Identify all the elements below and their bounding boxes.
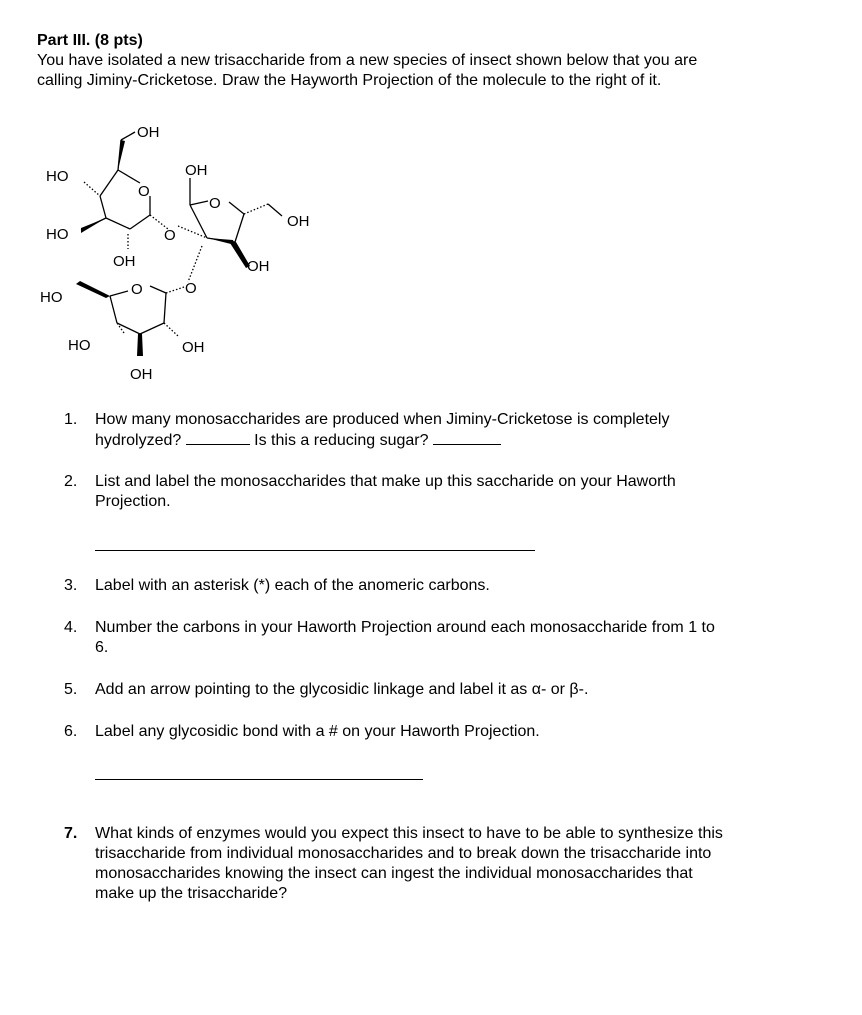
question-1 <box>64 410 804 451</box>
question-4 <box>64 618 804 658</box>
label-link-o2: O <box>185 280 197 297</box>
question-3 <box>64 576 804 596</box>
question-text-line2: 6. <box>95 639 109 656</box>
label-ho-ring3-bottom: HO <box>68 337 91 354</box>
answer-blank-count[interactable] <box>186 430 250 445</box>
label-oh-ring1-bottom: OH <box>113 253 136 270</box>
question-text-line2 <box>95 430 804 451</box>
label-ho-left: HO <box>46 226 69 243</box>
answer-line-2[interactable] <box>95 550 535 551</box>
question-text: How many monosaccharides are produced when Jiminy-Cricketose is completely <box>95 411 670 428</box>
label-oh-ring3-right: OH <box>182 339 205 356</box>
label-ho-wedge: HO <box>46 168 69 185</box>
label-ring-o2: O <box>209 195 221 212</box>
label-link-o1: O <box>164 227 176 244</box>
intro-line-2: calling Jiminy-Cricketose. Draw the Hayworth Projection of the molecule to the right of it. <box>37 72 662 89</box>
question-number: 6. <box>64 723 78 740</box>
answer-blank-reducing[interactable] <box>433 430 501 445</box>
label-oh-furanose-top: OH <box>185 162 208 179</box>
question-5 <box>64 680 804 700</box>
label-ring-o3: O <box>131 281 143 298</box>
question-number: 2. <box>64 473 78 490</box>
question-6 <box>64 722 804 742</box>
question-text-part: hydrolyzed? <box>95 432 186 449</box>
question-number: 3. <box>64 577 78 594</box>
question-text: Label with an asterisk (*) each of the anomeric carbons. <box>95 577 490 594</box>
part-header <box>37 31 827 91</box>
label-oh-top: OH <box>137 124 160 141</box>
part-title: Part III. (8 pts) <box>37 32 143 49</box>
answer-line-6[interactable] <box>95 779 423 780</box>
question-number: 7. <box>64 825 78 842</box>
label-ring-o1: O <box>138 183 150 200</box>
question-text-line2: Projection. <box>95 493 171 510</box>
question-number: 5. <box>64 681 78 698</box>
question-text: Add an arrow pointing to the glycosidic linkage and label it as α- or β-. <box>95 681 589 698</box>
question-number: 4. <box>64 619 78 636</box>
label-oh-ring3-bottom: OH <box>130 366 153 383</box>
question-text-part: Is this a reducing sugar? <box>249 432 433 449</box>
intro-line-1: You have isolated a new trisaccharide from a new species of insect shown below that you are <box>37 52 698 69</box>
question-text: Label any glycosidic bond with a # on your Haworth Projection. <box>95 723 540 740</box>
question-text: What kinds of enzymes would you expect this insect to have to be able to synthesize this <box>95 825 723 842</box>
label-oh-furanose-right: OH <box>287 213 310 230</box>
question-text: Number the carbons in your Haworth Projection around each monosaccharide from 1 to <box>95 619 715 636</box>
question-7 <box>64 824 804 904</box>
label-oh-furanose-bottom: OH <box>247 258 270 275</box>
trisaccharide-structure <box>0 110 360 400</box>
question-2 <box>64 472 804 512</box>
label-ho-ring3: HO <box>40 289 63 306</box>
question-text-line2: trisaccharide from individual monosaccharides and to break down the trisaccharide into <box>95 845 712 862</box>
question-number: 1. <box>64 411 78 428</box>
question-text-line4: make up the trisaccharide? <box>95 885 288 902</box>
question-text-line3: monosaccharides knowing the insect can ingest the individual monosaccharides that <box>95 865 693 882</box>
question-text: List and label the monosaccharides that make up this saccharide on your Haworth <box>95 473 676 490</box>
